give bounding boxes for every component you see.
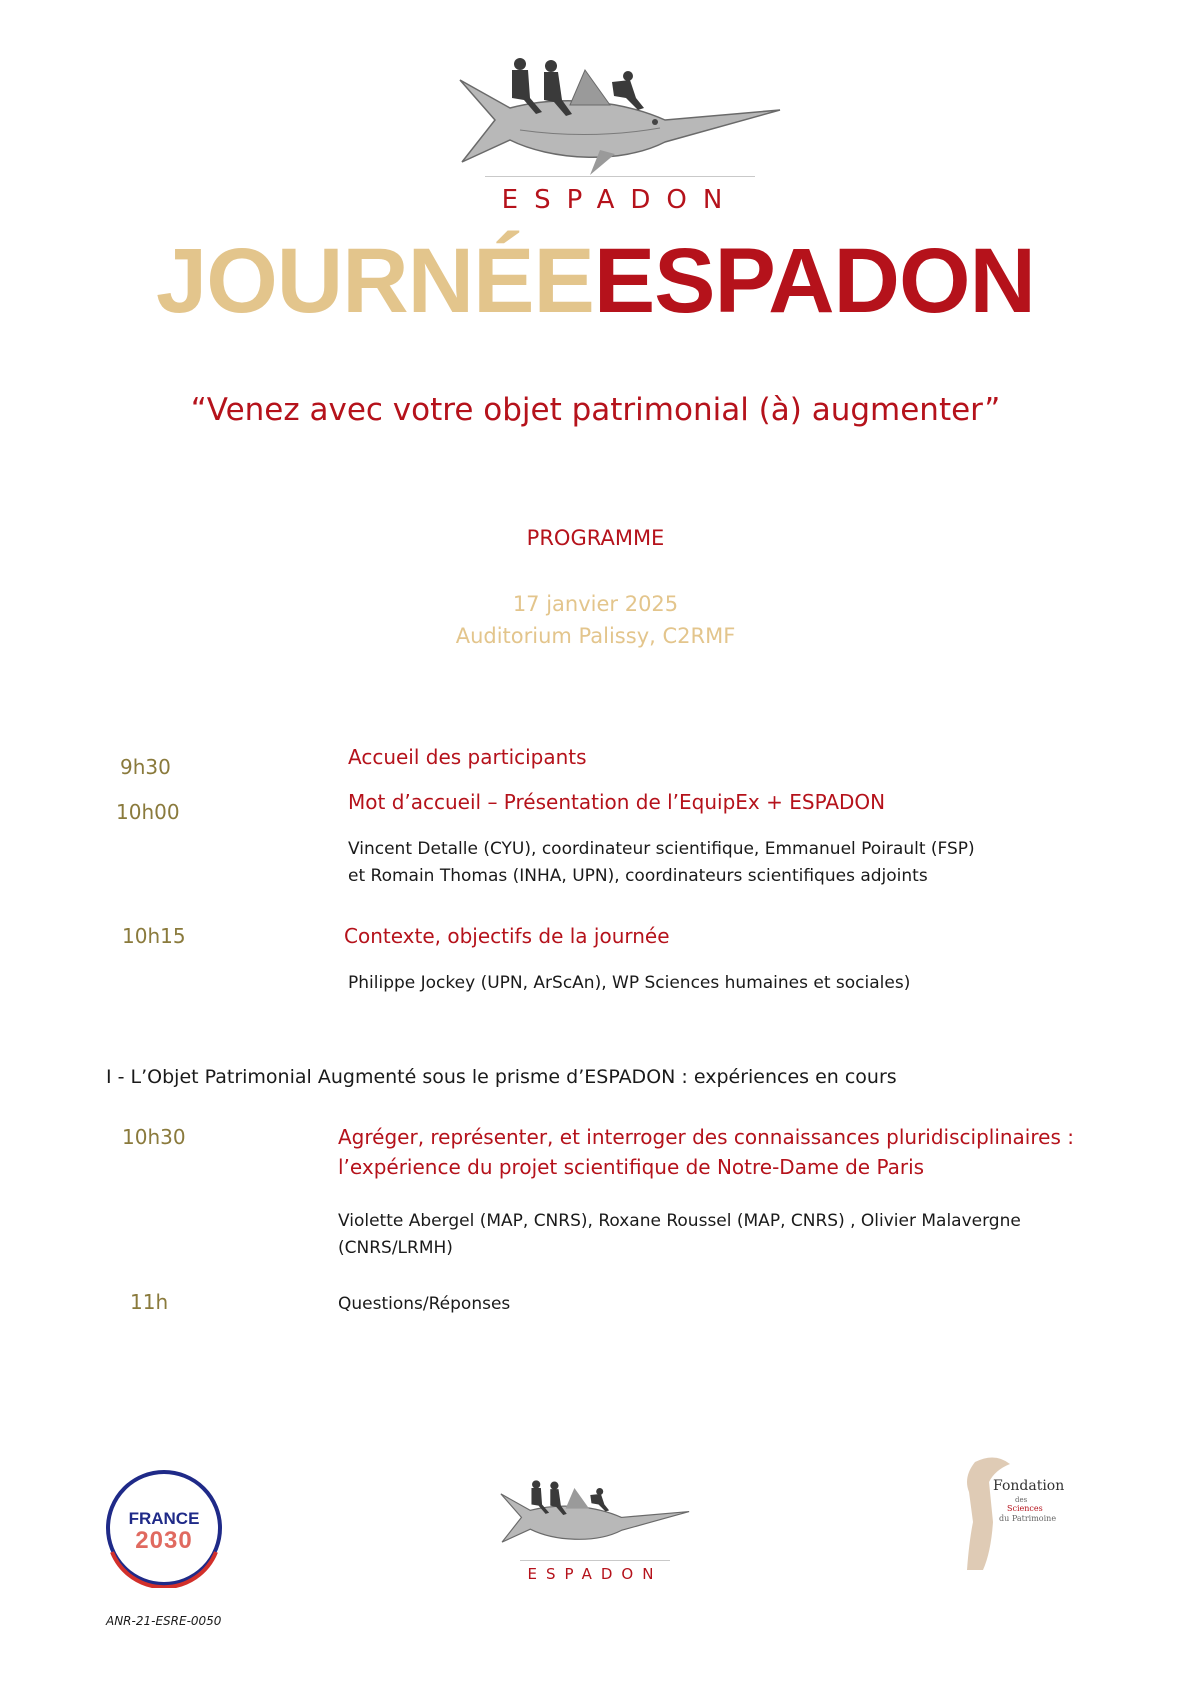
header-logo-word: ESPADON xyxy=(501,185,739,215)
time-label: 10h15 xyxy=(122,924,186,948)
fondation-line4: du Patrimoine xyxy=(999,1514,1057,1523)
swordfish-logo-icon xyxy=(450,50,790,175)
speakers-text: Philippe Jockey (UPN, ArScAn), WP Sciences humaines et sociales) xyxy=(348,973,911,993)
event-venue: Auditorium Palissy, C2RMF xyxy=(455,624,736,648)
time-label: 9h30 xyxy=(120,755,171,779)
schedule-item-title: Mot d’accueil – Présentation de l’EquipEx + ESPADON xyxy=(348,790,886,814)
page-title xyxy=(0,226,1191,336)
speakers-text: Violette Abergel (MAP, CNRS), Roxane Roussel (MAP, CNRS) , Olivier Malavergne xyxy=(338,1211,1021,1231)
fondation-line3: Sciences xyxy=(1007,1504,1043,1513)
fondation-logo xyxy=(955,1452,1065,1572)
footer-logo-word: ESPADON xyxy=(527,1565,663,1583)
speakers-text: Vincent Detalle (CYU), coordinateur scientifique, Emmanuel Poirault (FSP) xyxy=(348,839,975,859)
schedule-item-title: Agréger, représenter, et interroger des connaissances pluridisciplinaires : xyxy=(338,1125,1074,1149)
subtitle: “Venez avec votre objet patrimonial (à) augmenter” xyxy=(190,392,1001,428)
schedule-item-title: Contexte, objectifs de la journée xyxy=(344,924,670,948)
header-divider xyxy=(485,176,755,177)
event-date: 17 janvier 2025 xyxy=(512,592,679,616)
anr-code: ANR-21-ESRE-0050 xyxy=(106,1614,222,1628)
france-word: FRANCE xyxy=(128,1509,200,1528)
time-label: 10h00 xyxy=(116,800,180,824)
speakers-text: (CNRS/LRMH) xyxy=(338,1238,453,1258)
footer-divider xyxy=(520,1560,670,1561)
france-year: 2030 xyxy=(135,1527,193,1554)
schedule-item-title: l’expérience du projet scientifique de Notre-Dame de Paris xyxy=(338,1155,925,1179)
section-heading: I - L’Objet Patrimonial Augmenté sous le prisme d’ESPADON : expériences en cours xyxy=(106,1066,897,1088)
title-part-espadon: ESPADON xyxy=(593,230,1035,332)
swordfish-footer-logo-icon xyxy=(495,1468,695,1558)
winged-statue-icon xyxy=(955,1452,1015,1572)
time-label: 10h30 xyxy=(122,1125,186,1149)
schedule-item-title: Questions/Réponses xyxy=(338,1294,511,1314)
fondation-line2: des xyxy=(1015,1496,1028,1504)
programme-label: PROGRAMME xyxy=(526,526,665,550)
title-part-journee: JOURNÉE xyxy=(156,230,594,332)
schedule-item-title: Accueil des participants xyxy=(348,745,587,769)
time-label: 11h xyxy=(130,1290,169,1314)
fondation-line1: Fondation xyxy=(993,1478,1065,1494)
speakers-text: et Romain Thomas (INHA, UPN), coordinateurs scientifiques adjoints xyxy=(348,866,928,886)
france-2030-logo-icon xyxy=(104,1468,224,1588)
